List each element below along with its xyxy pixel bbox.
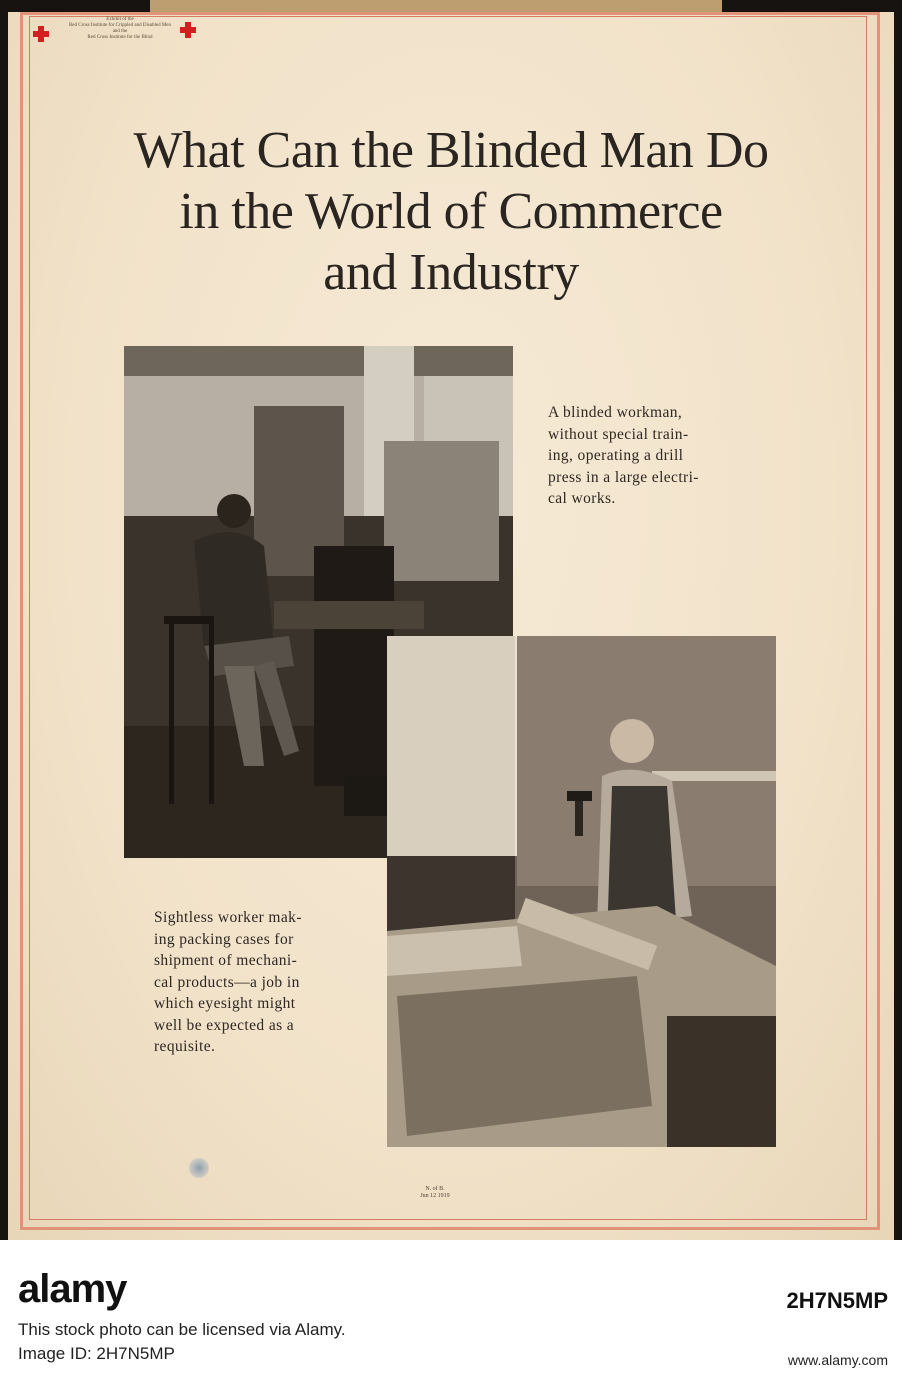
alamy-logo[interactable]: alamy bbox=[18, 1267, 127, 1311]
title-line: and Industry bbox=[323, 244, 579, 301]
caption-line: cal works. bbox=[548, 490, 616, 507]
caption-line: press in a large electri- bbox=[548, 468, 699, 486]
caption-line: cal products—a job in bbox=[154, 973, 300, 991]
packing-case-caption bbox=[154, 907, 374, 1058]
alamy-url[interactable]: www.alamy.com bbox=[787, 1352, 888, 1368]
caption-line: ing packing cases for bbox=[154, 930, 294, 948]
caption-line: without special train- bbox=[548, 425, 689, 443]
red-cross-icon bbox=[180, 22, 196, 38]
image-code: 2H7N5MP bbox=[786, 1288, 888, 1313]
license-text bbox=[18, 1318, 648, 1366]
drill-press-caption bbox=[548, 402, 768, 510]
red-cross-icon bbox=[33, 26, 49, 42]
caption-line: which eyesight might bbox=[154, 995, 296, 1012]
caption-line: A blinded workman, bbox=[548, 404, 683, 421]
archive-stamp bbox=[405, 1186, 465, 1200]
exhibit-note-line: Red Cross Institute for the Blind bbox=[87, 35, 153, 40]
stamp-line: N. of B. bbox=[425, 1186, 445, 1192]
exhibit-note-line: Red Cross Institute for Crippled and Disabled Men bbox=[68, 23, 172, 28]
exhibit-note-line: Exhibit of the bbox=[106, 17, 134, 22]
caption-line: requisite. bbox=[154, 1038, 216, 1055]
packing-case-illustration bbox=[387, 636, 776, 1147]
caption-line: shipment of mechani- bbox=[154, 952, 298, 969]
packing-case-photo bbox=[387, 636, 776, 1147]
poster-title bbox=[40, 120, 862, 303]
caption-line: well be expected as a bbox=[154, 1016, 295, 1034]
caption-line: ing, operating a drill bbox=[548, 447, 684, 464]
title-line: What Can the Blinded Man Do bbox=[133, 122, 769, 179]
caption-line: Sightless worker mak- bbox=[154, 909, 302, 926]
stamp-line: Jun 12 1919 bbox=[420, 1193, 450, 1199]
exhibit-note-line: and the bbox=[112, 29, 128, 34]
ink-smudge bbox=[189, 1158, 209, 1178]
title-line: in the World of Commerce bbox=[179, 183, 723, 240]
license-line: This stock photo can be licensed via Alamy. bbox=[18, 1320, 346, 1339]
license-line: Image ID: 2H7N5MP bbox=[18, 1344, 175, 1363]
exhibit-note bbox=[60, 17, 180, 41]
